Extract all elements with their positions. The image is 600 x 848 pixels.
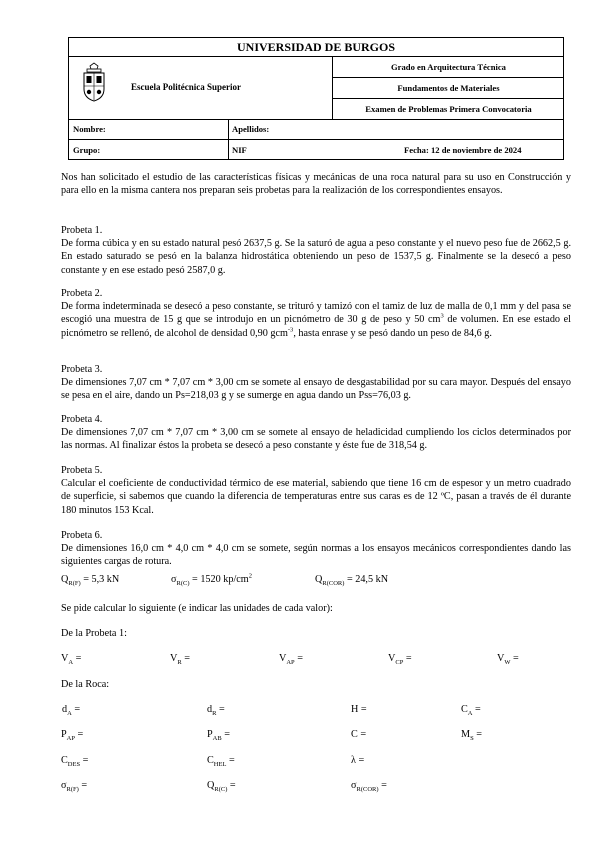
load-qrf: $Q_{R(F)} = 5,3$ kN: [61, 574, 120, 588]
answer-ms[interactable]: $M_S$ =: [461, 729, 482, 743]
nombre-field[interactable]: Nombre:: [73, 124, 106, 134]
apellidos-field[interactable]: Apellidos:: [232, 124, 270, 134]
probeta-4-text: De dimensiones 7,07 cm * 7,07 cm * 3,00 cm se somete al ensayo de heladicidad cumpliendo los ciclos determinados por las normas. Al finalizar éstos la probeta se desecó a peso constante y éste fue de 318,54 g.: [61, 427, 571, 452]
answer-sigma-rf[interactable]: $\sigma_{R(F)}$ =: [61, 780, 88, 794]
probeta-2-text: De forma indeterminada se desecó a peso constante, se trituró y tamizó con el tamiz de luz de malla de 0,1 mm y del pasa se escogió una muestra de 15 g que se introdujo en un picnómetro de 30 g de peso y 50 $cm^3$ de volumen. En ese estado el picnómetro se rellenó, de alcohol de densidad 0,90 gcm$^{-3}$, hasta enrase y se pesó dando un peso de 84,6 g.: [61, 301, 571, 339]
grupo-field[interactable]: Grupo:: [73, 145, 101, 155]
header-table: [68, 37, 564, 120]
degree-name: Grado en Arquitectura Técnica: [333, 57, 564, 78]
load-qrcor: $Q_{R(COR)} = 24,5$ kN: [315, 574, 389, 588]
answer-da[interactable]: $d_A$ =: [62, 704, 81, 718]
answer-qrc[interactable]: $Q_{R(C)}$ =: [207, 780, 236, 794]
probeta-2-title: Probeta 2.: [61, 288, 103, 299]
probeta-1-title: Probeta 1.: [61, 225, 103, 236]
nif-field[interactable]: NIF: [232, 145, 247, 155]
probeta-3-text: De dimensiones 7,07 cm * 7,07 cm * 3,00 cm se somete al ensayo de desgastabilidad por su cara mayor. Después del ensayo se pesa en el aire, dando un Ps=218,03 g y se sumerge en agua dando un Pss=76,03 g.: [61, 377, 571, 402]
answer-va[interactable]: $V_A$ =: [61, 653, 82, 667]
student-form: [68, 120, 564, 160]
probeta-4-title: Probeta 4.: [61, 414, 103, 425]
university-title: UNIVERSIDAD DE BURGOS: [69, 38, 563, 57]
probeta-6-text: De dimensiones 16,0 cm * 4,0 cm * 4,0 cm se somete, según normas a los ensayos mecánicos correspondientes dando las siguientes cargas de rotura.: [61, 543, 571, 568]
probeta-5-title: Probeta 5.: [61, 465, 103, 476]
answer-cdes[interactable]: $C_{DES}$ =: [61, 755, 89, 769]
answer-sigma-rcor[interactable]: $\sigma_{R(COR)}$ =: [351, 780, 387, 794]
probeta-1-text: De forma cúbica y en su estado natural pesó 2637,5 g. Se la saturó de agua a peso constante y el nuevo peso fue de 2662,5 g. En estado saturado se pesó en la balanza hidrostática obteniendo un peso de 1537,5 g. Finalmente se la desecó a peso constante y en ese estado pesó 2587,0 g.: [61, 238, 571, 276]
answer-pab[interactable]: $P_{AB}$ =: [207, 729, 230, 743]
answer-h[interactable]: H =: [351, 704, 367, 715]
probeta-6-title: Probeta 6.: [61, 530, 103, 541]
exam-date: Fecha: 12 de noviembre de 2024: [404, 145, 522, 155]
probeta-3-title: Probeta 3.: [61, 364, 103, 375]
answer-dr[interactable]: $d_R$ =: [207, 704, 225, 718]
request-text: Se pide calcular lo siguiente (e indicar las unidades de cada valor):: [61, 603, 333, 614]
answer-vap[interactable]: $V_{AP}$ =: [279, 653, 303, 667]
coat-of-arms-icon: [81, 62, 107, 102]
answer-vr[interactable]: $V_R$ =: [170, 653, 190, 667]
subject-name: Fundamentos de Materiales: [333, 78, 564, 99]
answer-vw[interactable]: $V_W$ =: [497, 653, 519, 667]
answer-pap[interactable]: $P_{AP}$ =: [61, 729, 84, 743]
load-sigma-rc: $\sigma_{R(C)} = 1520$ $kp/cm^2$: [171, 572, 252, 588]
answer-lambda[interactable]: λ =: [351, 755, 365, 766]
answer-ca[interactable]: $C_A$ =: [461, 704, 481, 718]
intro-paragraph: Nos han solicitado el estudio de las características físicas y mecánicas de una roca natural para su uso en Construcción y para ello en la misma cantera nos preparan seis probetas para la realización de los correspondientes ensayos.: [61, 172, 571, 197]
answer-c[interactable]: C =: [351, 729, 367, 740]
answer-vcp[interactable]: $V_{CP}$ =: [388, 653, 412, 667]
probeta-1-heading: De la Probeta 1:: [61, 628, 127, 639]
school-name: Escuela Politécnica Superior: [131, 82, 241, 92]
answer-chel[interactable]: $C_{HEL}$ =: [207, 755, 235, 769]
probeta-5-text: Calcular el coeficiente de conductividad térmico de ese material, sabiendo que tiene 16 cm de espesor y un metro cuadrado de superficie, si sabemos que cuando la diferencia de temperaturas entre sus caras es de 12 ºC, pasan a través de él durante 180 minutos 153 Kcal.: [61, 478, 571, 516]
exam-name: Examen de Problemas Primera Convocatoria: [365, 104, 532, 114]
roca-heading: De la Roca:: [61, 679, 110, 690]
